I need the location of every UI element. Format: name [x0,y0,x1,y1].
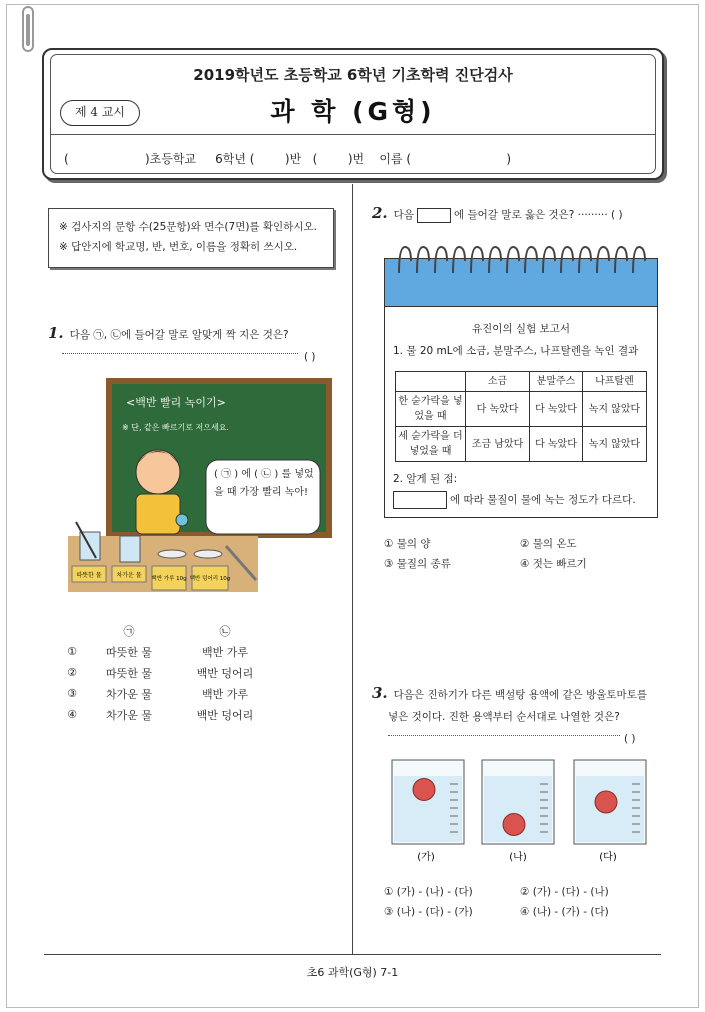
question-3 [372,682,672,750]
choice-a: 차가운 물 [105,687,152,701]
choice-b: 백반 덩어리 [196,708,254,722]
question-text-1: 다음은 진하기가 다른 백설탕 용액에 같은 방울토마토를 [393,689,647,701]
choice-number[interactable]: ① [67,645,77,658]
q3-option-1[interactable]: ① (가) - (나) - (다) [384,886,473,898]
board-subtitle: ※ 단, 같은 빠르기로 저으세요. [122,423,229,432]
report-line-3 [393,491,636,509]
student-info-line[interactable]: ( )초등학교 6학년 ( )반 ( )번 이름 ( ) [64,152,512,166]
choice-a: 따뜻한 물 [105,645,152,659]
table-cell: 녹지 않았다 [582,427,646,462]
boy-shirt [136,494,180,534]
table-header-cell: 분말주스 [530,372,583,392]
choice-row[interactable] [58,704,278,725]
notebook-page [385,307,657,517]
subject-title: 과 학 (G형) [270,97,436,126]
label-cold-water: 차가운 물 [116,572,142,579]
board-title: <백반 빨리 녹이기> [126,396,226,409]
label-warm-water: 따뜻한 물 [76,572,102,579]
table-cell: 다 녹았다 [530,427,583,462]
header-divider [50,134,656,135]
footer-line [44,954,661,955]
q2-option-2[interactable]: ② 물의 온도 [520,538,577,550]
answer-blank[interactable]: ( ) [624,733,636,745]
q3-option-4[interactable]: ④ (나) - (가) - (다) [520,906,609,918]
notice-line-2: ※ 답안지에 학교명, 반, 번호, 이름을 정확히 쓰시오. [59,241,298,253]
page-footer: 초6 과학(G형) 7-1 [306,966,399,979]
alum-lump-dish [194,550,222,558]
cherry-tomato-icon [413,779,435,801]
choice-b: 백반 가루 [201,645,248,659]
table-cell: 세 숟가락을 더 넣었을 때 [396,427,466,462]
table-cell: 다 녹았다 [466,392,530,427]
report-line-2: 2. 알게 된 점: [393,473,458,485]
answer-blank[interactable]: ( ) [304,351,316,363]
blank-box [393,491,447,509]
alum-powder-dish [158,550,186,558]
question-text-post[interactable]: 에 들어갈 말로 옳은 것은? ········· ( ) [453,209,623,221]
choice-number[interactable]: ④ [67,708,77,721]
beaker-cold [120,536,140,562]
choice-number[interactable]: ② [67,666,77,679]
label-alum-lump: 백반 덩어리 10g [189,576,231,582]
beaker-label-ga: (가) [417,852,435,863]
table-row [396,427,647,462]
beaker-label-na: (나) [509,852,527,863]
question-text-2: 넣은 것이다. 진한 용액부터 순서대로 나열한 것은? [388,711,620,723]
beaker-label-da: (다) [599,852,617,863]
question-2 [372,202,672,226]
choice-row[interactable] [58,662,278,683]
question-1 [48,322,340,368]
q2-option-4[interactable]: ④ 젓는 빠르기 [520,558,587,570]
table-cell: 녹지 않았다 [582,392,646,427]
cherry-tomato-icon [595,791,617,813]
table-cell: 조금 남았다 [466,427,530,462]
choice-a: 따뜻한 물 [105,666,152,680]
dotted-leader [62,353,298,354]
report-title: 유진이의 실험 보고서 [472,323,570,335]
choice-number[interactable]: ③ [67,687,77,700]
question-number: 2. [372,204,388,222]
q1-choices-table [58,620,278,725]
question-number: 3. [372,684,388,702]
q3-option-3[interactable]: ③ (나) - (다) - (가) [384,906,473,918]
q2-option-1[interactable]: ① 물의 양 [384,538,431,550]
table-cell: 한 숟가락을 넣었을 때 [396,392,466,427]
table-header-cell [396,372,466,392]
period-badge: 제 4 교시 [60,100,140,126]
beakers-illustration [386,756,666,866]
exam-header [42,48,664,180]
col-header-a: ㉠ [123,624,135,638]
label-alum-powder: 백반 가루 10g [151,576,187,582]
report-line-3-text: 에 따라 물질이 물에 녹는 정도가 다르다. [450,494,636,506]
exam-title: 2019학년도 초등학교 6학년 기초학력 진단검사 [193,66,513,84]
table-header-cell: 나프탈렌 [582,372,646,392]
question-text: 다음 ㉠, ㉡에 들어갈 말로 알맞게 짝 지은 것은? [69,329,289,341]
speech-text: ( ㉠ ) 에 ( ㉡ ) 를 넣었을 때 가장 빨리 녹아! [214,469,314,498]
choice-b: 백반 가루 [201,687,248,701]
choice-b: 백반 덩어리 [196,666,254,680]
question-number: 1. [48,324,64,342]
q2-option-3[interactable]: ③ 물질의 종류 [384,558,451,570]
col-header-b: ㉡ [219,624,231,638]
boy-glove [176,514,188,526]
table-header-cell: 소금 [466,372,530,392]
notebook-rings [391,243,653,275]
notice-line-1: ※ 검사지의 문항 수(25문항)와 면수(7면)를 확인하시오. [59,221,317,233]
question-text-pre: 다음 [393,209,414,221]
blank-box [417,208,451,223]
notice-box [48,208,334,268]
paperclip-inner [26,14,30,46]
result-table [395,371,647,462]
report-line-1: 1. 물 20 mL에 소금, 분말주스, 나프탈렌을 녹인 결과 [393,345,639,357]
q3-option-2[interactable]: ② (가) - (다) - (나) [520,886,609,898]
column-divider [352,184,353,954]
choice-row[interactable] [58,641,278,662]
table-row [396,392,647,427]
cherry-tomato-icon [503,814,525,836]
table-cell: 다 녹았다 [530,392,583,427]
choice-a: 차가운 물 [105,708,152,722]
boy-head [136,450,180,494]
lab-report-notebook [384,258,658,518]
choice-row[interactable] [58,683,278,704]
dotted-leader [388,735,620,736]
